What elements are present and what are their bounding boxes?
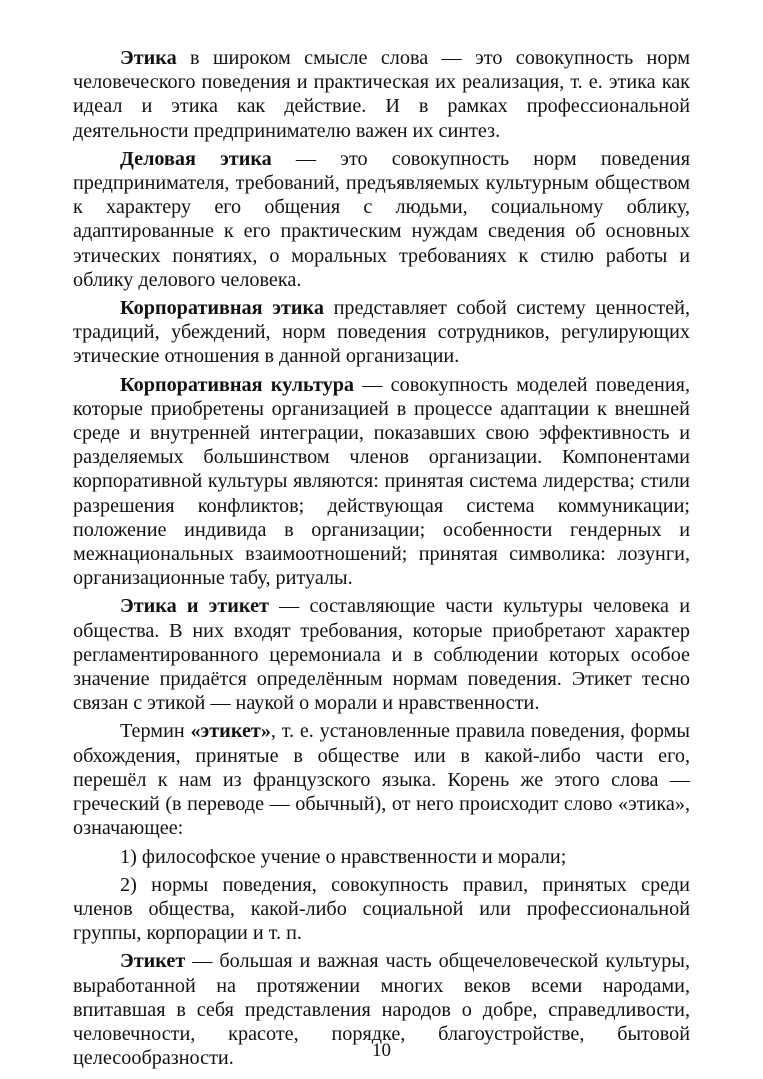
term-ethics-and-etiquette: Этика и этикет <box>120 595 269 618</box>
page-body <box>73 46 690 1070</box>
paragraph-prefix: Термин <box>120 720 191 743</box>
term-etiquette-quoted: «этикет» <box>190 720 271 743</box>
list-item-2 <box>73 873 690 946</box>
paragraph-term-etiquette <box>73 719 690 840</box>
definition-text: представляет собой систему ценностей, традиций, убеждений, норм поведения сотрудников, регулирующих этические отношения в данной организации. <box>73 297 691 368</box>
definition-text: — большая и важная часть общечеловеческой культуры, выработанной на протяжении многих веков всеми народами, впитавшая в себя представления народов о добре, справедливости, человечности, красоте, порядке, благоустройстве, бытовой целесообразности. <box>73 950 690 1070</box>
definition-text: — совокупность моделей поведения, которые приобретены организацией в процессе адаптации к внешней среде и внутренней интеграции, показавших свою эффективность и разделяемых большинством членов организации. Компонентами корпоративной культуры являются: принятая система лидерства; стили разрешения конфликтов; действующая система коммуникации; положение индивида в организации; особенности гендерных и межнациональных взаимоотношений; принятая символика: лозунги, организационные табу, ритуалы. <box>73 373 690 590</box>
paragraph-ethics-and-etiquette <box>73 594 690 715</box>
paragraph-business-ethics <box>73 147 690 292</box>
list-item-text: 2) нормы поведения, совокупность правил, принятых среди членов общества, какой-либо социальной или профессиональной группы, корпорации и т. п. <box>73 873 690 945</box>
term-corporate-culture: Корпоративная культура <box>120 373 355 396</box>
definition-text: — составляющие части культуры человека и общества. В них входят требования, которые приобретают характер регламентированного церемониала и в соблюдении которых особое значение придаётся определённым нормам поведения. Этикет тесно связан с этикой — наукой о морали и нравственности. <box>73 595 690 715</box>
paragraph-corporate-ethics <box>73 296 690 369</box>
page-number: 10 <box>372 1040 391 1061</box>
definition-text: — это совокупность норм поведения предпринимателя, требований, предъявляемых культурным обществом к характеру его общения с людьми, социальному облику, адаптированные к его практическим нуждам сведения об основных этических понятиях, о моральных требованиях к стилю работы и облику делового человека. <box>73 147 690 291</box>
list-item-text: 1) философское учение о нравственности и морали; <box>120 845 567 868</box>
term-etiquette: Этикет <box>120 950 186 973</box>
term-ethics: Этика <box>120 47 177 69</box>
term-business-ethics: Деловая этика <box>120 147 272 170</box>
definition-text: в широком смысле слова — это совокупность норм человеческого поведения и практическая их реализация, т. е. этика как идеал и этика как действие. И в рамках профессиональной деятельности предпринимателю важен их синтез. <box>73 47 690 142</box>
list-item-1 <box>73 845 690 869</box>
term-corporate-ethics: Корпоративная этика <box>120 297 324 320</box>
definition-text: , т. е. установленные правила поведения, формы обхождения, принятые в обществе или в какой-либо части его, перешёл к нам из французского языка. Корень же этого слова — греческий (в переводе — обычный), от него происходит слово «этика», означающее: <box>73 720 690 840</box>
paragraph-ethics <box>73 46 690 143</box>
paragraph-corporate-culture <box>73 373 690 591</box>
